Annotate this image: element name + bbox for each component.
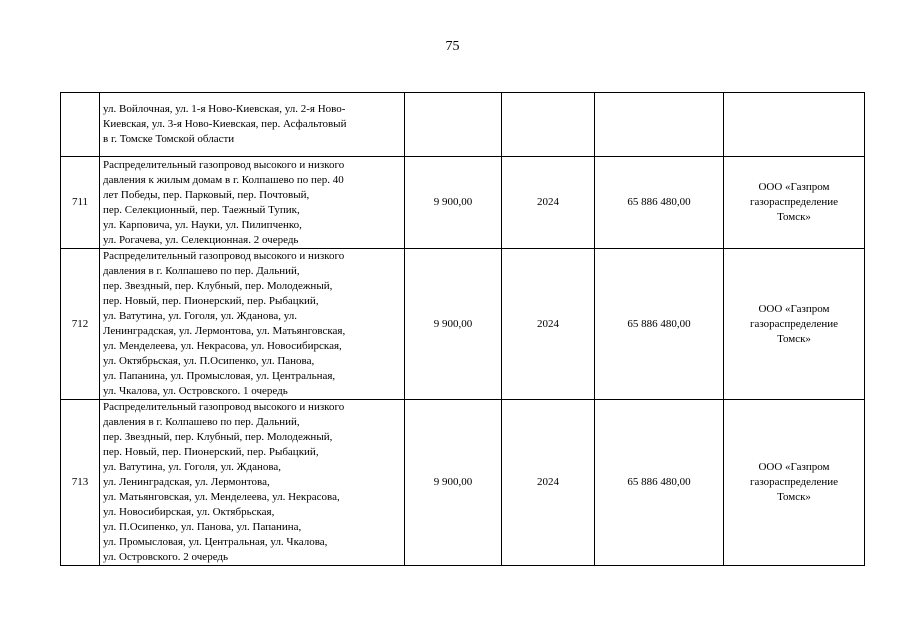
table-body	[61, 93, 865, 566]
description-line: ул. Менделеева, ул. Некрасова, ул. Новосибирская,	[103, 340, 342, 352]
pipeline-length	[405, 93, 502, 157]
construction-cost: 65 886 480,00	[595, 400, 724, 566]
row-number: 713	[61, 400, 100, 566]
description-line: ул. Новосибирская, ул. Октябрьская,	[103, 506, 275, 518]
object-description	[100, 93, 405, 157]
organization-line: ООО «Газпром	[758, 461, 830, 473]
responsible-organization	[724, 157, 865, 249]
table-row	[61, 93, 865, 157]
construction-year: 2024	[502, 249, 595, 400]
pipeline-length: 9 900,00	[405, 249, 502, 400]
gas-pipeline-table	[60, 92, 865, 566]
organization-line: ООО «Газпром	[758, 302, 830, 315]
description-line: Киевская, ул. 3-я Ново-Киевская, пер. Асфальтовый	[103, 118, 347, 130]
organization-line: газораспределение	[749, 476, 839, 488]
pipeline-length: 9 900,00	[405, 157, 502, 249]
object-description	[100, 157, 405, 249]
description-line: давления в г. Колпашево по пер. Дальний,	[103, 416, 300, 428]
description-line: в г. Томске Томской области	[103, 133, 235, 145]
page-number: 75	[445, 39, 460, 54]
description-line: Распределительный газопровод высокого и низкого	[103, 250, 345, 262]
pipeline-length: 9 900,00	[405, 400, 502, 566]
responsible-organization	[724, 400, 865, 566]
row-number	[61, 93, 100, 157]
description-line: Распределительный газопровод высокого и низкого	[103, 158, 345, 171]
construction-cost: 65 886 480,00	[595, 157, 724, 249]
organization-line: Томск»	[777, 491, 811, 503]
row-number: 712	[61, 249, 100, 400]
description-line: пер. Новый, пер. Пионерский, пер. Рыбацкий,	[103, 446, 319, 458]
table-row	[61, 157, 865, 249]
description-line: ул. Матьянговская, ул. Менделеева, ул. Некрасова,	[103, 491, 340, 503]
construction-year: 2024	[502, 157, 595, 249]
description-line: ул. Промысловая, ул. Центральная, ул. Чкалова,	[103, 536, 328, 548]
organization-line: Томск»	[777, 332, 811, 345]
organization-line: ООО «Газпром	[758, 181, 830, 193]
description-line: ул. Рогачева, ул. Селекционная. 2 очередь	[103, 233, 299, 246]
construction-cost	[595, 93, 724, 157]
description-line: ул. Папанина, ул. Промысловая, ул. Центральная,	[103, 370, 336, 382]
table-row	[61, 400, 865, 566]
row-number: 711	[61, 157, 100, 249]
organization-line: Томск»	[777, 211, 811, 223]
description-line: ул. Островского. 2 очередь	[103, 551, 229, 563]
object-description	[100, 249, 405, 400]
responsible-organization	[724, 93, 865, 157]
organization-line: газораспределение	[749, 317, 839, 330]
description-line: пер. Звездный, пер. Клубный, пер. Молодежный,	[103, 280, 333, 292]
description-line: ул. Ватутина, ул. Гоголя, ул. Жданова,	[103, 461, 282, 473]
description-line: давления к жилым домам в г. Колпашево по пер. 40	[103, 173, 344, 186]
description-line: ул. П.Осипенко, ул. Панова, ул. Папанина,	[103, 521, 302, 533]
description-line: пер. Новый, пер. Пионерский, пер. Рыбацкий,	[103, 295, 319, 307]
description-line: пер. Селекционный, пер. Таежный Тупик,	[103, 203, 300, 216]
object-description	[100, 400, 405, 566]
responsible-organization	[724, 249, 865, 400]
organization-line: газораспределение	[749, 196, 839, 208]
description-line: ул. Ватутина, ул. Гоголя, ул. Жданова, ул.	[103, 310, 298, 322]
description-line: ул. Чкалова, ул. Островского. 1 очередь	[103, 385, 288, 397]
description-line: лет Победы, пер. Парковый, пер. Почтовый,	[103, 188, 310, 201]
description-line: ул. Войлочная, ул. 1-я Ново-Киевская, ул. 2-я Ново-	[103, 103, 346, 115]
description-line: ул. Ленинградская, ул. Лермонтова,	[103, 476, 270, 488]
construction-cost: 65 886 480,00	[595, 249, 724, 400]
construction-year: 2024	[502, 400, 595, 566]
description-line: пер. Звездный, пер. Клубный, пер. Молодежный,	[103, 431, 333, 443]
description-line: Распределительный газопровод высокого и низкого	[103, 401, 345, 413]
description-line: ул. Октябрьская, ул. П.Осипенко, ул. Панова,	[103, 355, 315, 367]
description-line: Ленинградская, ул. Лермонтова, ул. Матьянговская,	[103, 325, 346, 337]
construction-year	[502, 93, 595, 157]
table-row	[61, 249, 865, 400]
description-line: ул. Карповича, ул. Науки, ул. Пилипченко,	[103, 218, 302, 231]
description-line: давления в г. Колпашево по пер. Дальний,	[103, 265, 300, 277]
